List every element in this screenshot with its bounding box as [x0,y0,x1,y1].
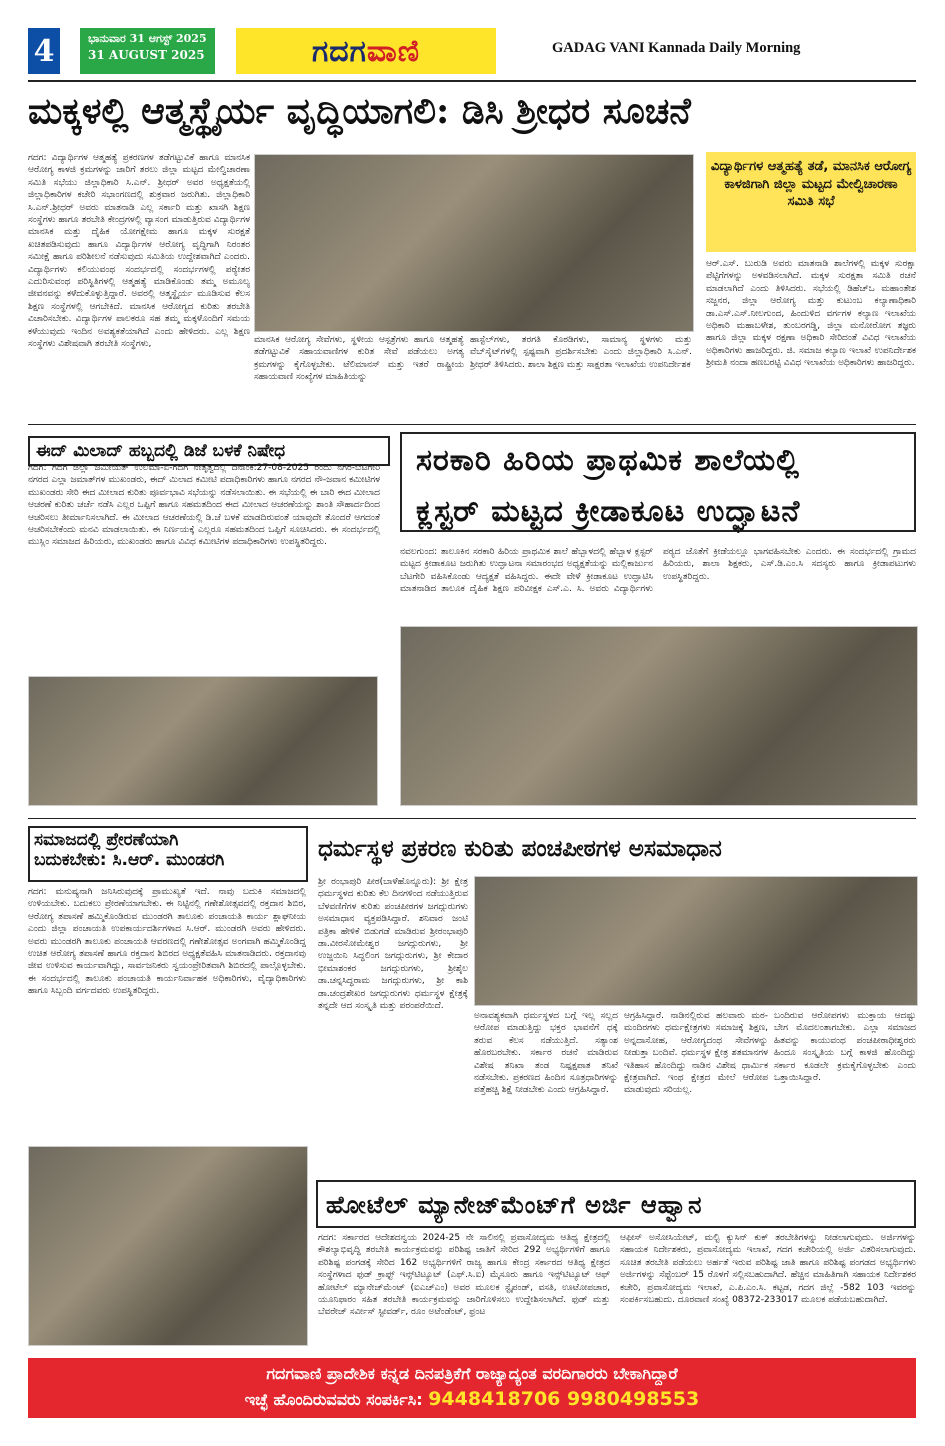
date-kannada: ಭಾನುವಾರ 31 ಆಗಸ್ಟ್ 2025 [88,32,207,45]
masthead-rule [28,80,916,82]
story5-headline: ಧರ್ಮಸ್ಥಳ ಪ್ರಕರಣ ಕುರಿತು ಪಂಚಪೀಠಗಳ ಅಸಮಾಧಾನ [318,836,722,862]
story4-body: ಗದಗ: ಮನುಷ್ಯನಾಗಿ ಜನಿಸಿರುವುದಕ್ಕೆ ಪ್ರಾಮುಖ್ಯತೆ ಇದೆ. ನಾವು ಬದುಕಿ ಸಮಾಜದಲ್ಲಿ ಉಳಿಯಬೇಕು. ಬದುಕಲು ಪ್ರೇರಣೆಯಾಗಬೇಕು. ಈ ನಿಟ್ಟಿನಲ್ಲಿ ಗಣೇಶೋತ್ಸವದಲ್ಲಿ ರಕ್ತದಾನ ಶಿಬಿರ, ಆರೋಗ್ಯ ತಪಾಸಣೆ ಹಮ್ಮಿಕೊಂಡಿರುವ ಮುಂಡರಗಿ ತಾಲೂಕು ಪಂಚಾಯತಿ ಕಾರ್ಯ ಶ್ಲಾಘನೀಯ ಎಂದು ಜಿಲ್ಲಾ ಪಂಚಾಯತಿ ಉಪಕಾರ್ಯದರ್ಶಿಗಳಾದ ಸಿ.ಆರ್. ಮುಂಡರಗಿ ಅವರು ಹೇಳಿದರು. ಅವರು ಮುಂಡರಗಿ ತಾಲೂಕು ಪಂಚಾಯತಿ ಆವರಣದಲ್ಲಿ ಗಣೇಶೋತ್ಸವ ಅಂಗವಾಗಿ ಹಮ್ಮಿಕೊಂಡಿದ್ದ ಉಚಿತ ಆರೋಗ್ಯ ತಪಾಸಣೆ ಹಾಗೂ ರಕ್ತದಾನ ಶಿಬಿರದ ಅಧ್ಯಕ್ಷತೆವಹಿಸಿ ಮಾತನಾಡಿದರು. ರಕ್ತದಾನವು ಜೀವ ಉಳಿಸುವ ಕಾರ್ಯವಾಗಿದ್ದು, ಸಾರ್ವಜನಿಕರು ಸ್ವಯಂಪ್ರೇರಿತವಾಗಿ ಶಿಬಿರದಲ್ಲಿ ಪಾಲ್ಗೊಳ್ಳಬೇಕು. ಈ ಸಂದರ್ಭದಲ್ಲಿ ತಾಲೂಕು ಪಂಚಾಯತಿ ಕಾರ್ಯನಿರ್ವಾಹಕ ಅಧಿಕಾರಿಗಳು, ವೈದ್ಯಾಧಿಕಾರಿಗಳು ಹಾಗೂ ಸಿಬ್ಬಂದಿ ವರ್ಗದವರು ಉಪಸ್ಥಿತರಿದ್ದರು. [28,887,306,997]
story2-body: ಗದಗ: ಗದಗ ಜಿಲ್ಲಾ ಜಮೀಯತ್ ಉಲಮಾ-ಏ-ಗದಗ ನೇತೃತ್ವದಲ್ಲಿ ದಿನಾಂಕ:27-08-2025 ರಂದು ನಗರ-ಬೆಟಗೇರಿ ನಗರದ ಎಲ್ಲಾ ಜಮಾತ್‌ಗಳ ಮುಖಂಡರು, ಈದ್ ಮಿಲಾದ ಕಮೀಟಿ ಪದಾಧಿಕಾರಿಗಳು ಹಾಗೂ ನಗರದ ನೌ-ಜವಾನ ಕಮೀಟಿಗಳ ಮುಖಂಡರು ಸೇರಿ ಈದ ಮೀಲಾದ ಕುರಿತು ಪೂರ್ವಭಾವಿ ಸಭೆಯನ್ನು ನಡೆಸಲಾಯಿತು. ಈ ಸಭೆಯಲ್ಲಿ ಈ ಬಾರಿ ಈದ ಮೀಲಾದ ಆಚರಣೆ ಕುರಿತು ಚರ್ಚೆ ನಡೆಸಿ ಎಲ್ಲರ ಒಪ್ಪಿಗೆ ಹಾಗೂ ಸಹಮತದಿಂದ ಈದ ಮೀಲಾದ ಆಚರಣೆಯನ್ನು ಶಾಂತಿ ಸೌಹಾರ್ದದಿಂದ ಆಚರಿಸಲು ತೀರ್ಮಾನಿಸಲಾಗಿದೆ. ಈ ಮೀಲಾದ ಆಚರಣೆಯಲ್ಲಿ ಡಿ.ಜೆ ಬಳಕೆ ಮಾಡದಿರುವಂತೆ ಯಾವುದೇ ತೊಂದರೆ ಆಗದಂತೆ ಆಚರಿಸಬೇಕೆಂದು ಮನವಿ ಮಾಡಲಾಯಿತು. ಈ ನಿರ್ಣಯಕ್ಕೆ ಎಲ್ಲರೂ ಸಹಮತದಿಂದ ಒಪ್ಪಿಗೆ ಸೂಚಿಸಿದರು. ಈ ಸಂದರ್ಭದಲ್ಲಿ ಮುಸ್ಲಿಂ ಸಮಾಜದ ಹಿರಿಯರು, ಮುಖಂಡರು ಹಾಗೂ ವಿವಿಧ ಕಮೀಟಿಗಳ ಪದಾಧಿಕಾರಿಗಳು ಉಪಸ್ಥಿತರಿದ್ದರು. [28,463,380,548]
banner-phone-numbers: 9448418706 9980498553 [428,1388,700,1410]
story2-group-photo [28,676,378,806]
story4-headline-line1: ಸಮಾಜದಲ್ಲಿ ಪ್ರೇರಣೆಯಾಗಿ [34,830,179,850]
story5-column-1: ಶ್ರೀ ರಂಭಾಪುರಿ ಪೀಠ(ಬಾಳೆಹೊನ್ನೂರು): ಶ್ರೀ ಕ್ಷೇತ್ರ ಧರ್ಮಸ್ಥಳದ ಕುರಿತು ಕೆಲ ದಿನಗಳಿಂದ ನಡೆಯುತ್ತಿರುವ ಬೆಳವಣಿಗೆಗಳ ಕುರಿತು ಪಂಚಪೀಠಗಳ ಜಗದ್ಗುರುಗಳು ಅಸಮಾಧಾನ ವ್ಯಕ್ತಪಡಿಸಿದ್ದಾರೆ. ಶನಿವಾರ ಜಂಟಿ ಪತ್ರಿಕಾ ಹೇಳಿಕೆ ಬಿಡುಗಡೆ ಮಾಡಿರುವ ಶ್ರೀರಂಭಾಪುರಿ ಡಾ.ವೀರಸೋಮೇಶ್ವರ ಜಗದ್ಗುರುಗಳು, ಶ್ರೀ ಉಜ್ಜಯಿನಿ ಸಿದ್ಧಲಿಂಗ ಜಗದ್ಗುರುಗಳು, ಶ್ರೀ ಕೇದಾರ ಭೀಮಾಶಂಕರ ಜಗದ್ಗುರುಗಳು, ಶ್ರೀಶೈಲ ಡಾ.ಚನ್ನಸಿದ್ಧರಾಮ ಜಗದ್ಗುರುಗಳು, ಶ್ರೀ ಕಾಶಿ ಡಾ.ಚಂದ್ರಶೇಖರ ಜಗದ್ಗುರುಗಳು ಧರ್ಮಸ್ಥಳ ಕ್ಷೇತ್ರಕ್ಕೆ ತನ್ನದೇ ಆದ ಸಂಸ್ಕೃತಿ ಮತ್ತು ಪರಂಪರೆಯಿದೆ. [318,877,468,1012]
banner-line-2 [28,1388,916,1410]
banner-line-1: ಗದಗವಾಣಿ ಪ್ರಾದೇಶಿಕ ಕನ್ನಡ ದಿನಪತ್ರಿಕೆಗೆ ರಾಜ್ಯಾದ್ಯಂತ ವರದಿಗಾರರು ಬೇಕಾಗಿದ್ದಾರೆ [266,1364,678,1383]
story6-headline-box [316,1180,916,1228]
logo-text-1: ಗದಗ [312,33,367,69]
story3-body: ನವಲಗುಂದ: ತಾಲೂಕಿನ ಸರಕಾರಿ ಹಿರಿಯ ಪ್ರಾಥಮಿಕ ಶಾಲೆ ಹೆಬ್ಬಾಳದಲ್ಲಿ ಹೆಬ್ಬಾಳ ಕ್ಲಸ್ಟರ್ ಮಟ್ಟದ ಕ್ರೀಡಾಕೂಟ ಜರುಗಿತು ಉದ್ಘಾಟನಾ ಸಮಾರಂಭದ ಅಧ್ಯಕ್ಷತೆಯನ್ನು ಮಲ್ಲಿಕಾರ್ಜುನ ಬೆಟಗೇರಿ ವಹಿಸಿಕೊಂಡು ಆದ್ಯಕ್ಷತೆ ವಹಿಸಿದ್ದರು. ಈದೇ ವೇಳೆ ಕ್ರೀಡಾಕೂಟ ಉದ್ಘಾಟಿಸಿ ಮಾತನಾಡಿದ ತಾಲೂಕ ದೈಹಿಕ ಶಿಕ್ಷಣ ಪರಿವೀಕ್ಷಕ ಎಸ್.ಎ. ಸಿ. ಅವರು ವಿದ್ಯಾರ್ಥಿಗಳು ಪಠ್ಯದ ಜೊತೆಗೆ ಕ್ರೀಡೆಯಲ್ಲೂ ಭಾಗವಹಿಸಬೇಕು ಎಂದರು. ಈ ಸಂದರ್ಭದಲ್ಲಿ ಗ್ರಾಮದ ಹಿರಿಯರು, ಶಾಲಾ ಶಿಕ್ಷಕರು, ಎಸ್.ಡಿ.ಎಂ.ಸಿ ಸದಸ್ಯರು ಹಾಗೂ ಕ್ರೀಡಾಪಟುಗಳು ಉಪಸ್ಥಿತರಿದ್ದರು. [400,547,916,595]
story3-headline-line2: ಕ್ಲಸ್ಟರ್ ಮಟ್ಟದ ಕ್ರೀಡಾಕೂಟ ಉದ್ಘಾಟನೆ [416,493,801,529]
divider [28,818,916,819]
story6-column-2: ಆಫೀಸ್ ಅಸೋಸಿಯೇಟ್, ಮಲ್ಟಿ ಕ್ಯುಸಿನ್ ಕುಕ್ ತರಬೇತಿಗಳನ್ನು ನೀಡಲಾಗುವುದು. ಅರ್ಜಿಗಳನ್ನು ಸಹಾಯಕ ನಿರ್ದೇಶಕರು, ಪ್ರವಾಸೋದ್ಯಮ ಇಲಾಖೆ, ಗದಗ ಕಚೇರಿಯಲ್ಲಿ ಅರ್ಜಿ ವಿತರಿಸಲಾಗುವುದು. ಸೂಚಿತ ತರಬೇತಿ ಪಡೆಯಲು ಅರ್ಹತೆ ಇರುವ ಪರಿಶಿಷ್ಟ ಜಾತಿ ಹಾಗೂ ಪರಿಶಿಷ್ಟ ಪಂಗಡದ ಅಭ್ಯರ್ಥಿಗಳು ಅರ್ಜಿಗಳನ್ನು ಸೆಪ್ಟೆಂಬರ್ 15 ರೊಳಗೆ ಸಲ್ಲಿಸಬಹುದಾಗಿದೆ. ಹೆಚ್ಚಿನ ಮಾಹಿತಿಗಾಗಿ ಸಹಾಯಕ ನಿರ್ದೇಶಕರ ಕಚೇರಿ, ಪ್ರವಾಸೋದ್ಯಮ ಇಲಾಖೆ, ಎ.ಪಿ.ಎಂ.ಸಿ. ಕಟ್ಟಡ, ಗದಗ ಜಿಲ್ಲೆ -582 103 ಇವರನ್ನು ಸಂಪರ್ಕಿಸಬಹುದು. ದೂರವಾಣಿ ಸಂಖ್ಯೆ 08372-233017 ಮೂಲಕ ಪಡೆಯಬಹುದಾಗಿದೆ. [620,1233,916,1306]
reporter-wanted-banner [28,1358,916,1418]
story1-headline: ಮಕ್ಕಳಲ್ಲಿ ಆತ್ಮಸ್ಥೈರ್ಯ ವೃದ್ಧಿಯಾಗಲಿ: ಡಿಸಿ ಶ್ರೀಧರ ಸೂಚನೆ [28,90,691,132]
story1-column-3: ಹಾಸ್ಟೆಲ್‌ಗಳು, ತರಗತಿ ಕೊಠಡಿಗಳು, ಸಾಮಾನ್ಯ ಸ್ಥಳಗಳು ಮತ್ತು ವೆಬ್‌ಸೈಟ್‌ಗಳಲ್ಲಿ ಸ್ಪಷ್ಟವಾಗಿ ಪ್ರದರ್ಶಿಸಬೇಕು ಎಂದು ಜಿಲ್ಲಾಧಿಕಾರಿ ಸಿ.ಎನ್. ಶ್ರೀಧರ್ ತಿಳಿಸಿದರು. ಶಾಲಾ ಶಿಕ್ಷಣ ಮತ್ತು ಸಾಕ್ಷರತಾ ಇಲಾಖೆಯ ಉಪನಿರ್ದೇಶಕ [470,335,692,370]
story3-headline-line1: ಸರಕಾರಿ ಹಿರಿಯ ಪ್ರಾಥಮಿಕ ಶಾಲೆಯಲ್ಲಿ [416,443,800,478]
story4-headline-line2: ಬದುಕಬೇಕು: ಸಿ.ಆರ್. ಮುಂಡರಗಿ [34,850,225,870]
story1-column-4: ಆರ್.ಎಸ್. ಬುರುಡಿ ಅವರು ಮಾತನಾಡಿ ಶಾಲೆಗಳಲ್ಲಿ ಮಕ್ಕಳ ಸುರಕ್ಷಾ ಪೆಟ್ಟಿಗೆಗಳನ್ನು ಅಳವಡಿಸಲಾಗಿದೆ. ಮಕ್ಕಳ ಸುರಕ್ಷತಾ ಸಮಿತಿ ರಚನೆ ಮಾಡಲಾಗಿದೆ ಎಂದು ತಿಳಿಸಿದರು. ಸಭೆಯಲ್ಲಿ ಡಿಹೆಚ್‌ಒ ಮಹಾಂತೇಶ ಸಜ್ಜನರ, ಜಿಲ್ಲಾ ಆರೋಗ್ಯ ಮತ್ತು ಕುಟುಂಬ ಕಲ್ಯಾಣಾಧಿಕಾರಿ ಡಾ.ಎಸ್.ಎಸ್.ನೀಲಗುಂದ, ಹಿಂದುಳಿದ ವರ್ಗಗಳ ಕಲ್ಯಾಣ ಇಲಾಖೆಯ ಅಧಿಕಾರಿ ಮಹಾಬಳೇಶ, ತುಂಬರಗಡ್ಡಿ, ಜಿಲ್ಲಾ ಮನೋರೋಗ ತಜ್ಞರು ಹಾಗೂ ಜಿಲ್ಲಾ ಮಕ್ಕಳ ರಕ್ಷಣಾ ಅಧಿಕಾರಿ ಸೇರಿದಂತೆ ವಿವಿಧ ಇಲಾಖೆಯ ಅಧಿಕಾರಿಗಳು ಹಾಜರಿದ್ದರು. ಜಿ. ಸಮಾಜ ಕಲ್ಯಾಣ ಇಲಾಖೆ ಉಪನಿರ್ದೇಶಕ ಶ್ರೀಮತಿ ನಂದಾ ಹಣಬರಟ್ಟಿ ವಿವಿಧ ಇಲಾಖೆಯ ಅಧಿಕಾರಿಗಳು ಹಾಜರಿದ್ದರು. [706,259,916,369]
story5-column-3: ಆಗ್ರಹಿಸಿದ್ದಾರೆ. ನಾಡಿನಲ್ಲಿರುವ ಹಲವಾರು ಮಠ-ಮಂದಿರಗಳು ಧರ್ಮಕ್ಷೇತ್ರಗಳು ಸಮಾಜಕ್ಕೆ ಶಿಕ್ಷಣ, ಅನ್ನದಾಸೋಹ, ಆರೋಗ್ಯದಂಥ ಸೇವೆಗಳನ್ನು ನೀಡುತ್ತಾ ಬಂದಿವೆ. ಧರ್ಮಸ್ಥಳ ಕ್ಷೇತ್ರ ಶತಮಾನಗಳ ಇತಿಹಾಸ ಹೊಂದಿದ್ದು ನಾಡಿನ ವಿಶೇಷ ಧಾರ್ಮಿಕ ಕ್ಷೇತ್ರವಾಗಿದೆ. ಇಂಥ ಕ್ಷೇತ್ರದ ಮೇಲೆ ಆರೋಪ ಮಾಡುವುದು ಸರಿಯಲ್ಲ. [624,1011,768,1096]
story4-headline-box [28,826,308,882]
logo-text-2: ವಾಣಿ [366,33,420,69]
newspaper-logo [236,28,496,74]
story2-headline: ಈದ್ ಮಿಲಾದ್ ಹಬ್ಬದಲ್ಲಿ ಡಿಜೆ ಬಳಕೆ ನಿಷೇಧ [28,436,390,466]
story4-award-photo [28,1146,308,1346]
story3-sports-photo [400,626,918,806]
story5-seers-photo [474,876,918,1006]
divider [28,424,916,425]
story6-column-1: ಗದಗ: ಸರ್ಕಾರದ ಆದೇಶದನ್ವಯ 2024-25 ನೇ ಸಾಲಿನಲ್ಲಿ ಪ್ರವಾಸೋದ್ಯಮ ಆತಿಥ್ಯ ಕ್ಷೇತ್ರದಲ್ಲಿ ಕೌಶಲ್ಯಾಭಿವೃದ್ಧಿ ತರಬೇತಿ ಕಾರ್ಯಕ್ರಮವನ್ನು ಪರಿಶಿಷ್ಟ ಜಾತಿಗೆ ಸೇರಿದ 292 ಅಭ್ಯರ್ಥಿಗಳಿಗೆ ಹಾಗೂ ಪರಿಶಿಷ್ಟ ಪಂಗಡಕ್ಕೆ ಸೇರಿದ 162 ಅಭ್ಯರ್ಥಿಗಳಿಗೆ ರಾಜ್ಯ ಹಾಗೂ ಕೇಂದ್ರ ಸರ್ಕಾರದ ಆತಿಥ್ಯ ಕ್ಷೇತ್ರದ ಸಂಸ್ಥೆಗಳಾದ ಫುಡ್ ಕ್ರಾಫ್ಟ್ ಇನ್ಸ್‌ಟಿಟ್ಯೂಟ್ (ಎಫ್.ಸಿ.ಐ) ಮೈಸೂರು ಹಾಗೂ ಇನ್ಸ್‌ಟಿಟ್ಯೂಟ್ ಆಫ್ ಹೋಟೆಲ್ ಮ್ಯಾನೇಜ್‌ಮೆಂಟ್ (ಐಎಚ್‌ಎಂ) ಅವರ ಮೂಲಕ ಸ್ಟೈಪಂಡ್, ವಸತಿ, ಊಟೋಪಚಾರ, ಯೂನಿಫಾರಂ ಸಹಿತ ತರಬೇತಿ ಕಾರ್ಯಕ್ರಮವನ್ನು ಜಾರಿಗೊಳಿಸಲು ಉದ್ದೇಶಿಸಲಾಗಿದೆ. ಫುಡ್ ಮತ್ತು ಬೆವರೇಜ್ ಸರ್ವೀಸ್ ಸ್ಟೀವರ್ಡ್, ರೂಂ ಅಟೆಂಡೆಂಟ್, ಫ್ರಂಟ [318,1233,610,1318]
story6-headline: ಹೋಟೆಲ್ ಮ್ಯಾನೇಜ್‌ಮೆಂಟ್‌ಗೆ ಅರ್ಜಿ ಆಹ್ವಾನ [326,1191,703,1219]
story1-column-2: ಮಾನಸಿಕ ಆರೋಗ್ಯ ಸೇವೆಗಳು, ಸ್ಥಳೀಯ ಆಸ್ಪತ್ರೆಗಳು ಹಾಗೂ ಆತ್ಮಹತ್ಯೆ ತಡೆಗಟ್ಟುವಿಕೆ ಸಹಾಯವಾಣಿಗಳ ಕುರಿತ ಸೇವೆ ಪಡೆಯಲು ಅಗತ್ಯ ಕ್ರಮಗಳನ್ನು ಕೈಗೊಳ್ಳಬೇಕು. ಟೆಲಿಮಾನಸ್ ಮತ್ತು ಇತರೆ ರಾಷ್ಟ್ರೀಯ ಸಹಾಯವಾಣಿ ಸಂಖ್ಯೆಗಳ ಮಾಹಿತಿಯನ್ನು [254,335,464,383]
page-number: 4 [28,28,60,74]
banner-contact-label: ಇಚ್ಛೆ ಹೊಂದಿರುವವರು ಸಂಪರ್ಕಿಸಿ: [244,1390,423,1409]
story1-meeting-photo [254,154,694,332]
story1-column-1: ಗದಗ: ವಿದ್ಯಾರ್ಥಿಗಳ ಆತ್ಮಹತ್ಯೆ ಪ್ರಕರಣಗಳ ತಡೆಗಟ್ಟುವಿಕೆ ಹಾಗೂ ಮಾನಸಿಕ ಆರೋಗ್ಯ ಕಾಳಜಿ ಕ್ರಮಗಳನ್ನು ಜಾರಿಗೆ ತರಲು ಜಿಲ್ಲಾ ಮಟ್ಟದ ಮೇಲ್ವಿಚಾರಣಾ ಸಮಿತಿ ಸಭೆಯು ಜಿಲ್ಲಾಧಿಕಾರಿ ಸಿ.ಎನ್. ಶ್ರೀಧರ್ ಅವರ ಅಧ್ಯಕ್ಷತೆಯಲ್ಲಿ ಜಿಲ್ಲಾಧಿಕಾರಿಗಳ ಕಚೇರಿ ಸಭಾಂಗಣದಲ್ಲಿ ಶುಕ್ರವಾರ ಜರುಗಿತು. ಜಿಲ್ಲಾಧಿಕಾರಿ ಸಿ.ಎನ್.ಶ್ರೀಧರ್ ಅವರು ಮಾತನಾಡಿ ಎಲ್ಲ ಸರ್ಕಾರಿ ಮತ್ತು ಖಾಸಗಿ ಶಿಕ್ಷಣ ಸಂಸ್ಥೆಗಳು ಹಾಗೂ ತರಬೇತಿ ಕೇಂದ್ರಗಳಲ್ಲಿ ವ್ಯಾಸಂಗ ಮಾಡುತ್ತಿರುವ ವಿದ್ಯಾರ್ಥಿಗಳ ಮಾನಸಿಕ ಮತ್ತು ದೈಹಿಕ ಯೋಗಕ್ಷೇಮ ಹಾಗೂ ಮಕ್ಕಳ ಸುರಕ್ಷತೆ ಖಚಿತಪಡಿಸುವುದು ಹಾಗೂ ವಿದ್ಯಾರ್ಥಿಗಳ ಆರೋಗ್ಯ ವೃದ್ಧಿಗಾಗಿ ನಿರಂತರ ಸಮೀಕ್ಷೆ ಹಾಗೂ ಪರಿಶೀಲನೆ ನಡೆಸುವುದು ಸಮಿತಿಯ ಉದ್ದೇಶವಾಗಿದೆ ಎಂದರು. ವಿದ್ಯಾರ್ಥಿಗಳು ಕಲಿಯುವಂಥ ಸಂದರ್ಭದಲ್ಲಿ ಸಂದರ್ಭಗಳಲ್ಲಿ ಪಠ್ಯೇತರ ಎದುರಿಸುವಂಥ ಪರಿಸ್ಥಿತಿಗಳಲ್ಲಿ ಆತ್ಮಹತ್ಯೆ ಮಾಡಿಕೊಂಡು ತಮ್ಮ ಅಮೂಲ್ಯ ಜೀವನವನ್ನು ಕಳೆದುಕೊಳ್ಳುತ್ತಿದ್ದಾರೆ. ಅವರಲ್ಲಿ ಆತ್ಮಸ್ಥೈರ್ಯ ಮೂಡಿಸುವ ಕೆಲಸ ಶಿಕ್ಷಣ ಸಂಸ್ಥೆಗಳಲ್ಲಿ ಆಗಬೇಕಿದೆ. ಮಾನಸಿಕ ಆರೋಗ್ಯದ ಕುರಿತು ತರಬೇತಿ ವಿಚಾರಿಸಬೇಕು. ವಿದ್ಯಾರ್ಥಿಗಳ ಪಾಲಕರೂ ಸಹ ತಮ್ಮ ಮಕ್ಕಳೊಂದಿಗೆ ಸಮಯ ಕಳೆಯುವುದು ಇಂದಿನ ಅವಶ್ಯಕತೆಯಾಗಿದೆ ಎಂದು ಹೇಳಿದರು. ಎಲ್ಲ ಶಿಕ್ಷಣ ಸಂಸ್ಥೆಗಳು ವಿಶೇಷವಾಗಿ ತರಬೇತಿ ಸಂಸ್ಥೆಗಳು, [28,153,250,350]
story3-headline-box [400,432,916,532]
story1-highlight-box: ವಿದ್ಯಾರ್ಥಿಗಳ ಆತ್ಮಹತ್ಯೆ ತಡೆ, ಮಾನಸಿಕ ಆರೋಗ್ಯ ಕಾಳಜಿಗಾಗಿ ಜಿಲ್ಲಾ ಮಟ್ಟದ ಮೇಲ್ವಿಚಾರಣಾ ಸಮಿತಿ ಸಭೆ [706,152,916,252]
story5-column-4: ಬಂದಿರುವ ಆರೋಪಗಳು ಮುಕ್ತಾಯ ಆದಷ್ಟು ಬೇಗ ಮೊದಲಂತಾಗಬೇಕು. ಎಲ್ಲಾ ಸಮಾಜದ ಹಿತವನ್ನು ಕಾಯುವಂಥ ಪಂಚಪೀಠಾಧೀಶ್ವರರು ಹಿಂದೂ ಸಂಸ್ಕೃತಿಯ ಬಗ್ಗೆ ಕಾಳಜಿ ಹೊಂದಿದ್ದು ಸರ್ಕಾರ ಕೂಡಲೇ ಕ್ರಮಕೈಗೊಳ್ಳಬೇಕು ಎಂದು ಒತ್ತಾಯಿಸಿದ್ದಾರೆ. [774,1011,916,1084]
story5-column-2: ಅನಾವಶ್ಯಕವಾಗಿ ಧರ್ಮಸ್ಥಳದ ಬಗ್ಗೆ ಇಲ್ಲ ಸಲ್ಲದ ಆರೋಪ ಮಾಡುತ್ತಿದ್ದು ಭಕ್ತರ ಭಾವನೆಗೆ ಧಕ್ಕೆ ತರುವ ಕೆಲಸ ನಡೆಯುತ್ತಿದೆ. ಸತ್ಯಾಂಶ ಹೊರಬರಬೇಕು. ಸರ್ಕಾರ ರಚನೆ ಮಾಡಿರುವ ವಿಶೇಷ ತನಿಖಾ ತಂಡ ನಿಷ್ಪಕ್ಷಪಾತ ತನಿಖೆ ನಡೆಸಬೇಕು. ಪ್ರಕರಣದ ಹಿಂದಿನ ಸೂತ್ರಧಾರಿಗಳನ್ನು ಪತ್ತೆಹಚ್ಚಿ ಶಿಕ್ಷೆ ನೀಡಬೇಕು ಎಂದು ಆಗ್ರಹಿಸಿದ್ದಾರೆ. [474,1011,618,1096]
date-english: 31 AUGUST 2025 [88,47,205,62]
masthead-tagline: GADAG VANI Kannada Daily Morning [552,40,801,56]
issue-date [80,28,215,74]
